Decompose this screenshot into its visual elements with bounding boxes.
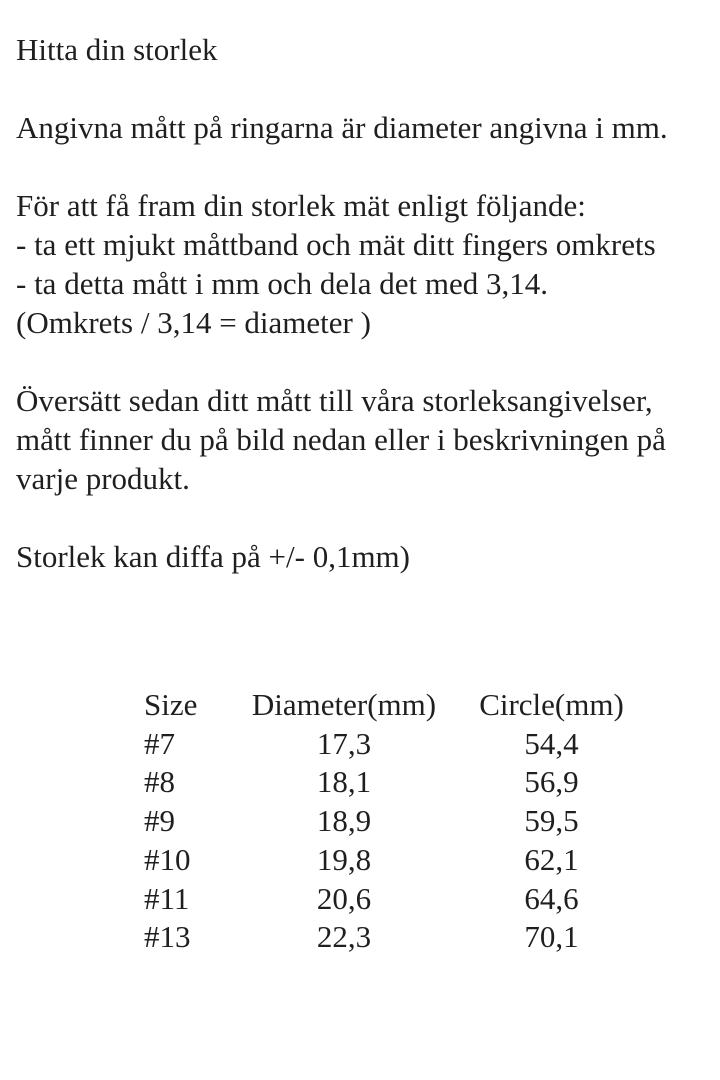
cell-diameter: 18,1 (316, 764, 372, 800)
size-table (144, 686, 710, 957)
table-row (144, 763, 710, 802)
cell-diameter: 19,8 (316, 841, 372, 877)
cell-diameter: 20,6 (316, 880, 372, 916)
column-header-size: Size (144, 687, 198, 722)
paragraph-instructions (16, 186, 710, 342)
paragraph-line: - ta ett mjukt måttband och mät ditt fingers omkrets (16, 227, 656, 262)
paragraph-line: Angivna mått på ringarna är diameter angivna i mm. (16, 110, 668, 145)
table-row (144, 880, 710, 919)
paragraph-line: För att få fram din storlek mät enligt följande: (16, 188, 586, 223)
cell-size: #10 (144, 841, 191, 877)
cell-circle: 62,1 (524, 841, 579, 877)
table-header-row (144, 686, 710, 725)
cell-diameter: 17,3 (316, 725, 372, 761)
paragraph-line: mått finner du på bild nedan eller i beskrivningen på (16, 422, 666, 457)
cell-size: #7 (144, 725, 175, 761)
paragraph-line: - ta detta mått i mm och dela det med 3,14. (16, 266, 549, 301)
paragraph-line: Översätt sedan ditt mått till våra storleksangivelser, (16, 383, 653, 418)
cell-size: #13 (144, 919, 191, 955)
cell-circle: 64,6 (524, 880, 579, 916)
page-title: Hitta din storlek (16, 32, 218, 67)
paragraph-line: varje produkt. (16, 461, 190, 496)
table-row (144, 918, 710, 957)
cell-circle: 59,5 (524, 803, 579, 839)
paragraph-line: (Omkrets / 3,14 = diameter ) (16, 305, 371, 340)
cell-size: #9 (144, 803, 175, 839)
column-header-circle: Circle(mm) (479, 687, 624, 722)
title-block (16, 30, 710, 69)
paragraph-translate-note (16, 381, 710, 498)
paragraph-line: Storlek kan diffa på +/- 0,1mm) (16, 539, 410, 574)
cell-diameter: 18,9 (316, 803, 372, 839)
table-row (144, 802, 710, 841)
paragraph-diameter-note (16, 108, 710, 147)
cell-circle: 70,1 (524, 919, 579, 955)
table-row (144, 841, 710, 880)
cell-size: #11 (144, 880, 190, 916)
cell-circle: 54,4 (524, 725, 579, 761)
cell-size: #8 (144, 764, 175, 800)
cell-circle: 56,9 (524, 764, 579, 800)
cell-diameter: 22,3 (316, 919, 372, 955)
column-header-diameter: Diameter(mm) (251, 687, 437, 722)
paragraph-tolerance-note (16, 537, 710, 576)
table-row (144, 725, 710, 764)
